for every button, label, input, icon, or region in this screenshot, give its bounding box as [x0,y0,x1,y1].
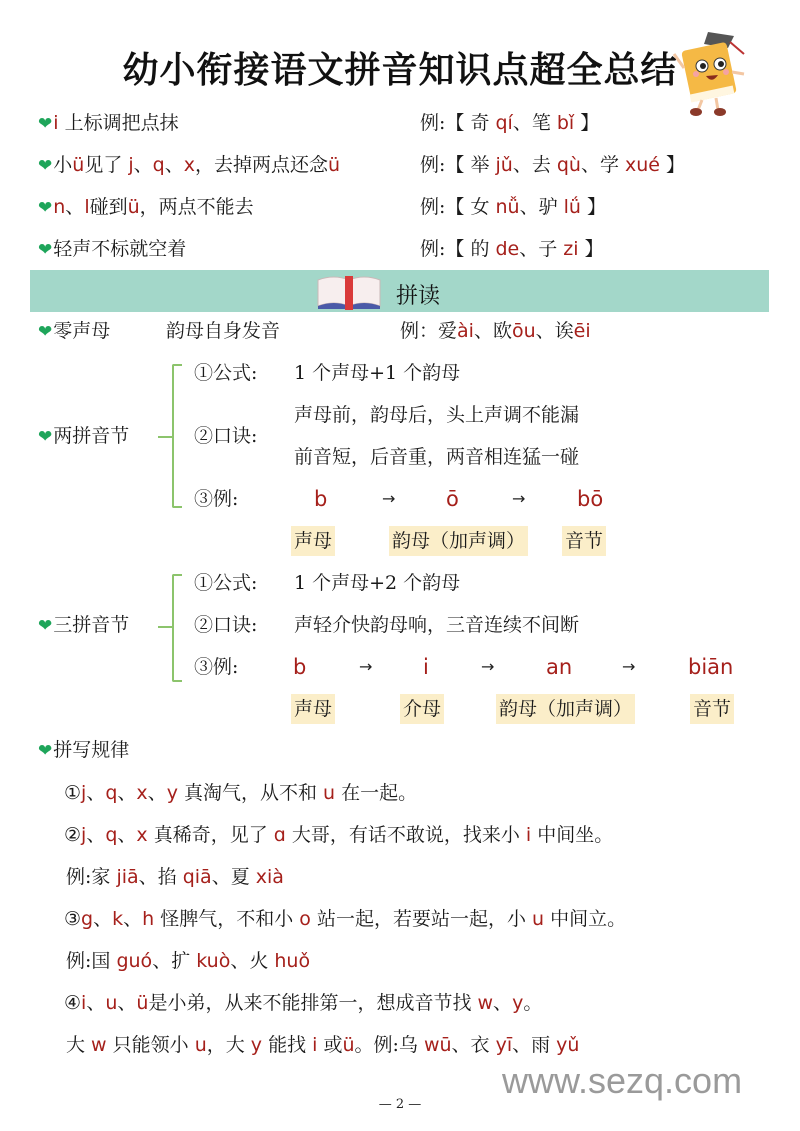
pinyin-text: bǐ [556,112,575,134]
rule-text [38,194,254,221]
heart-icon: ❤ [38,427,53,447]
pinyin-text: w [91,1034,107,1056]
pinyin-text: i [312,1034,318,1056]
pinyin-text: x [183,154,195,176]
pinyin-text: guó [116,950,153,972]
pinyin-text: de [495,238,520,260]
text-segment: 怪脾气，不和小 [154,908,300,930]
pinyin-text: huǒ [274,950,311,972]
brace-icon [172,574,182,682]
heart-icon: ❤ [38,198,53,218]
tag-final: 韵母（加声调） [496,694,635,724]
heart-icon: ❤ [38,322,53,342]
two-part-title: 两拼音节 [53,425,130,447]
text-segment: 、 [133,154,153,176]
two-part-label [38,423,129,450]
tag-syllable: 音节 [562,526,606,556]
text-segment: 】 [574,112,600,134]
rule-example [420,110,599,136]
tag-initial: 声母 [291,694,335,724]
text-segment: 、 [93,908,113,930]
pinyin-text: y [250,1034,263,1056]
text-segment: 大哥，有话不敢说，找来小 [285,824,526,846]
text-segment: 能找 [262,1034,313,1056]
two-part-example-label: ③例: [194,488,239,510]
pinyin-text: q [152,154,165,176]
spelling-rules-label [38,737,129,764]
two-part-rhyme-line: 声母前，韵母后，头上声调不能漏 [294,404,580,426]
three-part-example-label: ③例: [194,656,239,678]
text-segment: ，大 [206,1034,251,1056]
text-segment: 见了 [84,154,129,176]
tag-initial: 声母 [291,526,335,556]
pinyin-text: ōu [511,320,536,342]
pinyin-text: w [477,992,494,1014]
pinyin-text: n [53,196,66,218]
text-segment: 例：爱 [400,320,458,342]
text-segment: 、子 [519,238,564,260]
pinyin-text: j [128,154,134,176]
spelling-rule-line [66,1032,579,1058]
example-medial: i [423,655,429,679]
pinyin-text: y [512,992,524,1014]
two-part-formula-label: ①公式: [194,362,258,384]
text-segment: 、 [86,992,106,1014]
brace-tick [158,626,172,628]
text-segment: 、 [65,196,85,218]
text-segment: 中间立。 [544,908,627,930]
text-segment: 。例:乌 [354,1034,424,1056]
arrow-icon: → [512,489,526,508]
pinyin-text: lǘ [563,196,581,218]
pinyin-text: ü [342,1034,355,1056]
three-part-formula: 1 个声母+2 个韵母 [294,572,461,594]
heart-icon: ❤ [38,741,53,761]
pinyin-text: ü [328,154,341,176]
three-part-rhyme-label: ②口诀: [194,614,258,636]
text-segment: 例:家 [66,866,117,888]
pinyin-text: jǔ [495,154,513,176]
text-segment: 中间坐。 [531,824,614,846]
text-segment: 】 [660,154,686,176]
pinyin-text: i [81,992,87,1014]
spelling-rule-line [64,906,626,932]
pinyin-text: u [105,992,118,1014]
text-segment: 、 [164,154,184,176]
pinyin-text: ēi [573,320,591,342]
arrow-icon: → [622,657,636,676]
zero-initial-label [38,318,110,345]
text-segment: ，两点不能去 [139,196,254,218]
spelling-rule-line [64,990,542,1016]
arrow-icon: → [481,657,495,676]
spelling-rules-title: 拼写规律 [53,739,130,761]
text-segment: 例:【 女 [420,196,496,218]
brace-icon [172,364,182,508]
text-segment: ① [64,782,82,804]
book-mascot-icon [668,28,758,118]
text-segment: 例:【 的 [420,238,496,260]
text-segment: ④ [64,992,82,1014]
text-segment: 、 [117,824,137,846]
two-part-formula: 1 个声母+1 个韵母 [294,362,461,384]
page-number: — 2 — [378,1097,422,1112]
spelling-rule-line [64,780,417,806]
text-segment: 、衣 [451,1034,496,1056]
pinyin-text: yǔ [556,1034,580,1056]
pinyin-text: h [142,908,155,930]
rule-text [38,236,186,263]
text-segment: 轻声不标就空着 [53,238,187,260]
pinyin-text: qí [495,112,513,134]
text-segment: 、 [147,782,167,804]
pinyin-text: ü [127,196,140,218]
pinyin-text: wū [423,1034,452,1056]
pinyin-text: j [81,824,87,846]
text-segment: 、 [117,782,137,804]
pinyin-text: xià [255,866,284,888]
banner-label: 拼读 [396,283,441,309]
pinyin-text: ɑ [273,824,286,846]
text-segment: 、欧 [473,320,512,342]
text-segment: 、 [86,782,106,804]
spelling-rule-line [66,948,310,974]
zero-initial-desc: 韵母自身发音 [166,320,281,342]
text-segment: 是小弟，从来不能排第一，想成音节找 [148,992,478,1014]
text-segment: 、诶 [535,320,574,342]
text-segment: 大 [66,1034,92,1056]
text-segment: 碰到 [89,196,128,218]
pinyin-text: u [194,1034,207,1056]
pinyin-text: u [532,908,545,930]
text-segment: 、 [493,992,513,1014]
pinyin-text: yī [495,1034,513,1056]
text-segment: 】 [580,196,606,218]
watermark: www.sezq.com [502,1060,743,1101]
example-final: ō [446,487,459,511]
pinyin-text: qù [556,154,581,176]
rule-example [420,152,685,178]
text-segment: 例:【 奇 [420,112,496,134]
text-segment: 上标调把点抹 [58,112,179,134]
pinyin-text: l [84,196,90,218]
tag-medial: 介母 [400,694,444,724]
pinyin-text: kuò [196,950,231,972]
pinyin-text: x [136,824,148,846]
rule-example [420,236,604,262]
example-syllable: bō [577,487,604,511]
pinyin-text: k [112,908,124,930]
text-segment: 、驴 [519,196,564,218]
example-initial: b [293,655,307,679]
example-initial: b [314,487,328,511]
brace-tick [158,436,172,438]
pinyin-text: u [323,782,336,804]
pinyin-text: q [105,782,118,804]
pinyin-text: y [166,782,178,804]
two-part-rhyme-line: 前音短，后音重，两音相连猛一碰 [294,446,580,468]
three-part-rhyme-line: 声轻介快韵母响，三音连续不间断 [294,614,580,636]
text-segment: 真淘气，从不和 [177,782,324,804]
text-segment: 小 [53,154,73,176]
pinyin-text: ü [136,992,149,1014]
text-segment: 、笔 [512,112,557,134]
page-title: 幼小衔接语文拼音知识点超全总结 [122,50,678,91]
tag-final: 韵母（加声调） [389,526,528,556]
spelling-rule-line [66,864,284,890]
text-segment: 、扩 [152,950,197,972]
pinyin-text: x [136,782,148,804]
text-segment: ，去掉两点还念 [194,154,328,176]
spelling-rule-line [64,822,613,848]
pinyin-text: ài [457,320,474,342]
text-segment: ③ [64,908,82,930]
three-part-formula-label: ①公式: [194,572,258,594]
text-segment: 、火 [230,950,275,972]
text-segment: 、 [117,992,137,1014]
three-part-label [38,612,129,639]
pinyin-text: j [81,782,87,804]
text-segment: ② [64,824,82,846]
pinyin-text: nǚ [495,196,520,218]
pinyin-text: zi [563,238,579,260]
pinyin-text: jiā [116,866,139,888]
text-segment: 站一起，若要站一起，小 [310,908,533,930]
text-segment: 】 [578,238,604,260]
arrow-icon: → [359,657,373,676]
tag-syllable: 音节 [690,694,734,724]
text-segment: 、 [86,824,106,846]
pinyin-text: g [81,908,94,930]
example-syllable: biān [688,655,734,679]
text-segment: 例:【 举 [420,154,496,176]
text-segment: 或 [317,1034,343,1056]
text-segment: 、 [123,908,143,930]
pinyin-text: xué [625,154,660,176]
pinyin-text: q [105,824,118,846]
heart-icon: ❤ [38,240,53,260]
text-segment: 只能领小 [106,1034,195,1056]
pinyin-text: qiā [182,866,212,888]
text-segment: 真稀奇，见了 [147,824,274,846]
text-segment: 、掐 [138,866,183,888]
rule-example [420,194,606,220]
zero-initial-example [400,318,591,344]
three-part-title: 三拼音节 [53,614,130,636]
zero-initial-title: 零声母 [53,320,111,342]
pinyin-text: i [525,824,532,846]
example-final: an [546,655,573,679]
open-book-icon [314,274,384,314]
arrow-icon: → [382,489,396,508]
two-part-rhyme-label: ②口诀: [194,425,258,447]
heart-icon: ❤ [38,156,53,176]
text-segment: 、夏 [211,866,256,888]
pinyin-text: i [53,112,59,134]
text-segment: 、去 [512,154,557,176]
text-segment: 、学 [580,154,626,176]
heart-icon: ❤ [38,114,53,134]
text-segment: 在一起。 [335,782,418,804]
rule-text [38,110,179,137]
pinyin-text: ü [72,154,85,176]
text-segment: 、雨 [512,1034,557,1056]
heart-icon: ❤ [38,616,53,636]
rule-text [38,152,340,179]
pinyin-text: o [299,908,311,930]
text-segment: 。 [523,992,543,1014]
section-banner-pinyin-reading [30,270,769,312]
text-segment: 例:国 [66,950,117,972]
